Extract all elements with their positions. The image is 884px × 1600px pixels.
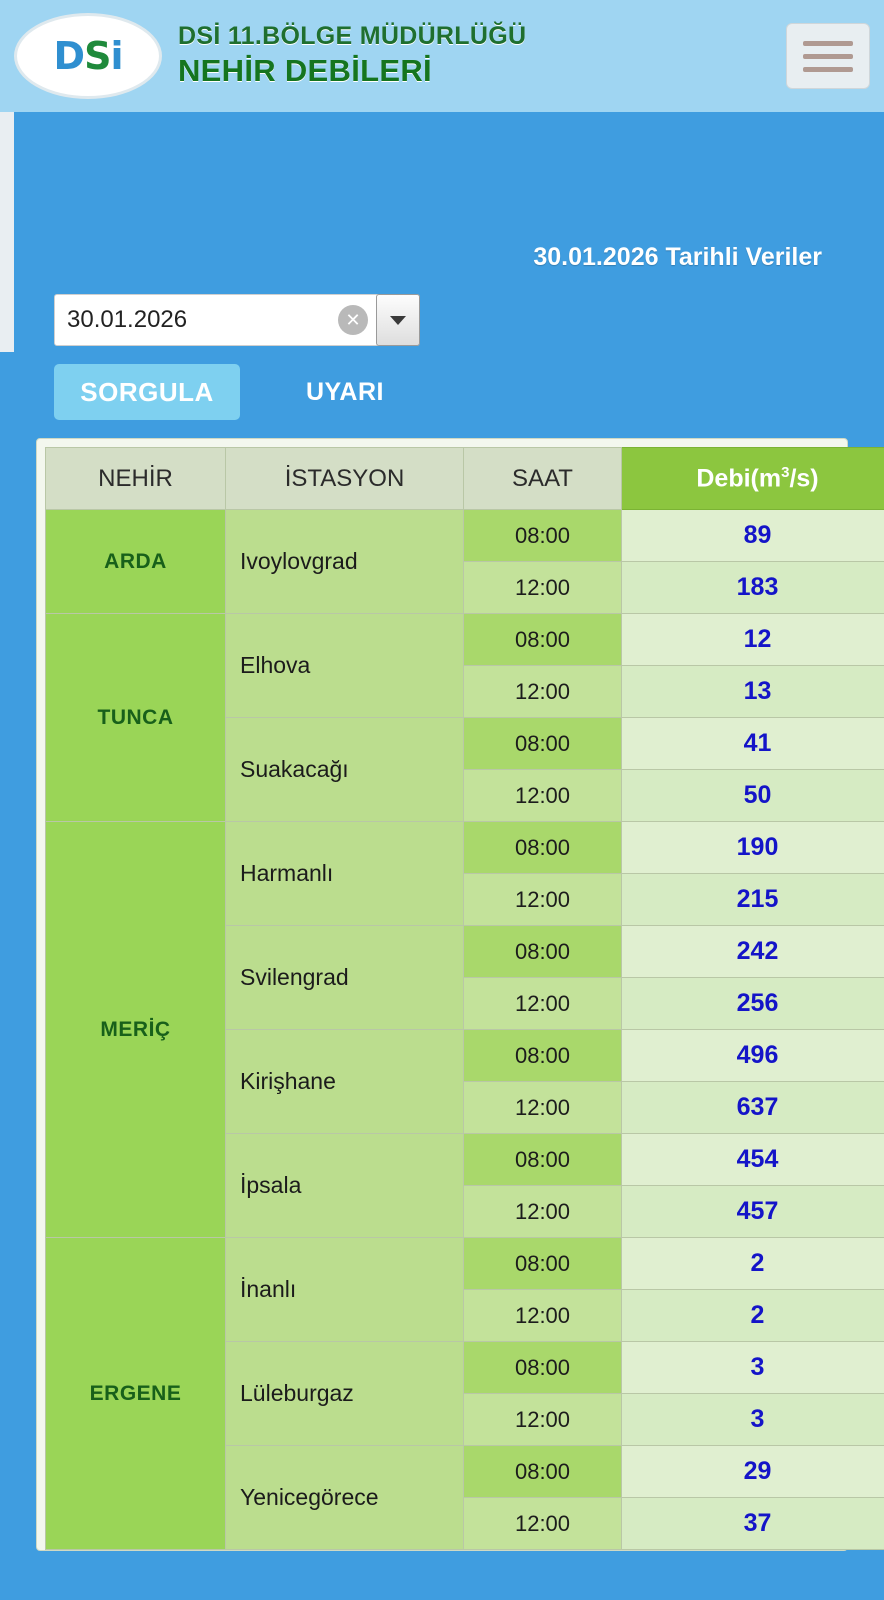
table-row: [46, 510, 884, 562]
cell-station: İnanlı: [226, 1238, 464, 1342]
cell-station: Suakacağı: [226, 718, 464, 822]
menu-bar-2: [803, 54, 853, 59]
chevron-down-icon[interactable]: [376, 294, 420, 346]
cell-station: Yenicegörece: [226, 1446, 464, 1550]
cell-station: Elhova: [226, 614, 464, 718]
cell-flow: 190: [622, 822, 884, 874]
main-content: [0, 112, 884, 1600]
cell-hour: 08:00: [464, 718, 622, 770]
cell-flow: 256: [622, 978, 884, 1030]
cell-hour: 12:00: [464, 978, 622, 1030]
cell-hour: 08:00: [464, 1238, 622, 1290]
flow-header-tail: /s): [789, 464, 819, 493]
cell-flow: 12: [622, 614, 884, 666]
app-header: [0, 0, 884, 112]
river-flow-table-wrapper: [36, 438, 848, 1551]
cell-hour: 12:00: [464, 1186, 622, 1238]
query-button[interactable]: SORGULA: [54, 364, 240, 420]
cell-flow: 13: [622, 666, 884, 718]
cell-hour: 08:00: [464, 614, 622, 666]
date-row: [18, 294, 866, 346]
table-row: [46, 614, 884, 666]
warning-link[interactable]: UYARI: [306, 377, 384, 406]
cell-station: Lüleburgaz: [226, 1342, 464, 1446]
cell-station: Svilengrad: [226, 926, 464, 1030]
cell-flow: 3: [622, 1394, 884, 1446]
cell-hour: 12:00: [464, 874, 622, 926]
header-title-line1: DSİ 11.BÖLGE MÜDÜRLÜĞÜ: [178, 22, 527, 50]
cell-flow: 50: [622, 770, 884, 822]
cell-flow: 183: [622, 562, 884, 614]
cell-flow: 89: [622, 510, 884, 562]
cell-flow: 496: [622, 1030, 884, 1082]
cell-hour: 08:00: [464, 1134, 622, 1186]
cell-flow: 37: [622, 1498, 884, 1550]
cell-station: Kirişhane: [226, 1030, 464, 1134]
cell-river: ERGENE: [46, 1238, 226, 1550]
cell-hour: 12:00: [464, 1498, 622, 1550]
cell-station: Ivoylovgrad: [226, 510, 464, 614]
date-caption: 30.01.2026 Tarihli Veriler: [533, 243, 822, 271]
cell-hour: 12:00: [464, 666, 622, 718]
table-header-row: [46, 448, 884, 510]
cell-hour: 08:00: [464, 510, 622, 562]
cell-river: ARDA: [46, 510, 226, 614]
river-flow-table: [45, 447, 884, 1550]
cell-hour: 08:00: [464, 1342, 622, 1394]
date-input-wrapper[interactable]: [54, 294, 420, 346]
date-input[interactable]: 30.01.2026: [67, 306, 188, 333]
menu-bar-3: [803, 67, 853, 72]
cell-flow: 637: [622, 1082, 884, 1134]
cell-flow: 242: [622, 926, 884, 978]
flow-header-base: Debi(m: [696, 464, 782, 493]
cell-flow: 2: [622, 1290, 884, 1342]
cell-hour: 08:00: [464, 822, 622, 874]
column-header-hour: SAAT: [464, 448, 622, 510]
cell-hour: 12:00: [464, 770, 622, 822]
column-header-flow: [622, 448, 884, 510]
cell-flow: 215: [622, 874, 884, 926]
menu-bar-1: [803, 41, 853, 46]
table-row: [46, 822, 884, 874]
cell-flow: 41: [622, 718, 884, 770]
cell-hour: 08:00: [464, 1030, 622, 1082]
action-row: [18, 364, 866, 420]
flow-header-exponent: 3: [781, 463, 790, 481]
column-header-station: İSTASYON: [226, 448, 464, 510]
cell-hour: 12:00: [464, 1082, 622, 1134]
cell-river: TUNCA: [46, 614, 226, 822]
caret-shape: [390, 316, 406, 325]
cell-hour: 08:00: [464, 1446, 622, 1498]
cell-flow: 2: [622, 1238, 884, 1290]
side-strip: [0, 112, 14, 352]
logo-text: DSi: [53, 34, 123, 78]
table-row: [46, 1238, 884, 1290]
cell-station: İpsala: [226, 1134, 464, 1238]
dsi-logo: [14, 13, 162, 99]
table-header: [46, 448, 884, 510]
cell-station: Harmanlı: [226, 822, 464, 926]
clear-circle-icon[interactable]: ✕: [338, 305, 368, 335]
page-title: NEHİR DEBİLERİ: [178, 53, 432, 89]
cell-hour: 12:00: [464, 1394, 622, 1446]
cell-hour: 12:00: [464, 1290, 622, 1342]
cell-hour: 12:00: [464, 562, 622, 614]
cell-flow: 29: [622, 1446, 884, 1498]
column-header-river: NEHİR: [46, 448, 226, 510]
cell-flow: 3: [622, 1342, 884, 1394]
hamburger-menu-icon[interactable]: [786, 23, 870, 89]
cell-river: MERİÇ: [46, 822, 226, 1238]
cell-hour: 08:00: [464, 926, 622, 978]
header-titles: [172, 21, 786, 91]
table-body: [46, 510, 884, 1550]
cell-flow: 457: [622, 1186, 884, 1238]
cell-flow: 454: [622, 1134, 884, 1186]
